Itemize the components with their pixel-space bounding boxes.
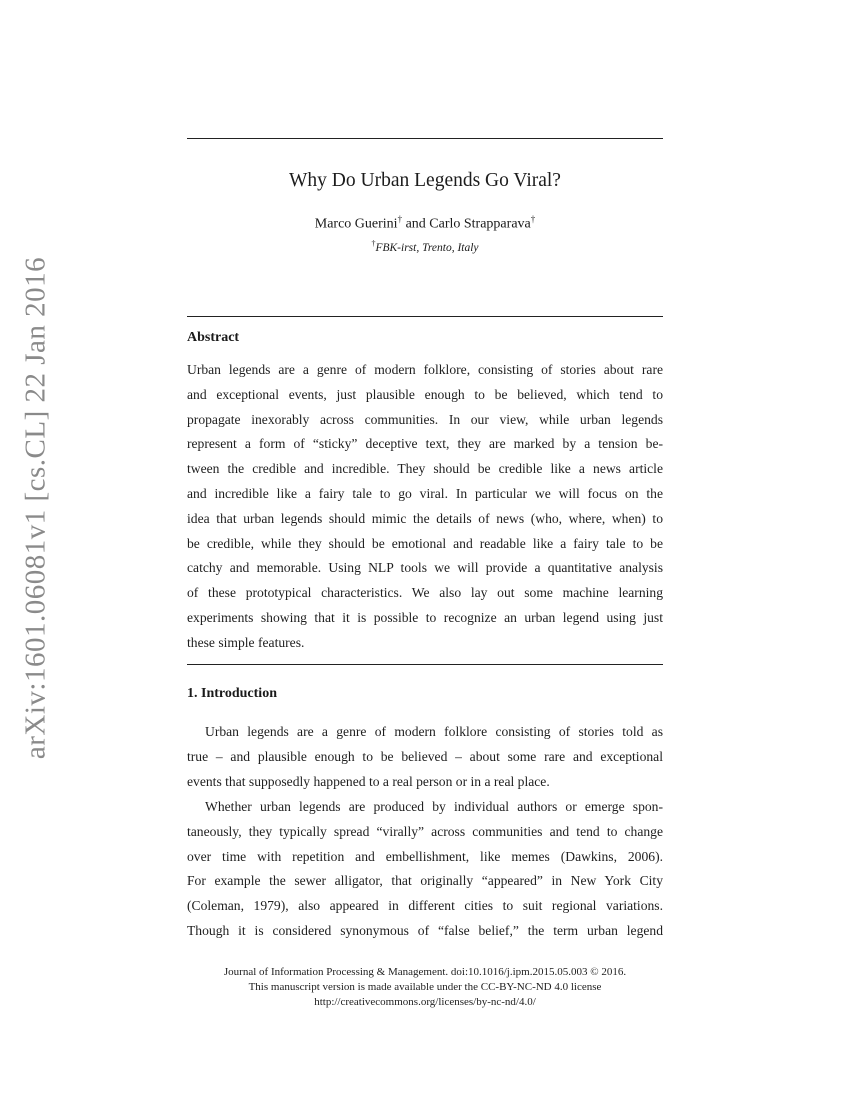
text-line: idea that urban legends should mimic the details of news (who, where, when) to	[187, 510, 663, 526]
text-line: (Coleman, 1979), also appeared in different cities to suit regional variations.	[187, 898, 663, 914]
introduction-paragraph-2	[187, 795, 663, 944]
author-name: Carlo Strapparava	[429, 216, 531, 232]
arxiv-identifier[interactable]: arXiv:1601.06081v1 [cs.CL] 22 Jan 2016	[19, 256, 52, 760]
text-line: Urban legends are a genre of modern folklore, consisting of stories about rare	[187, 362, 663, 377]
abstract-top-rule	[187, 316, 663, 317]
introduction-paragraph-1	[187, 720, 663, 794]
introduction-heading: 1. Introduction	[187, 686, 277, 701]
text-line: For example the sewer alligator, that originally “appeared” in New York City	[187, 873, 663, 889]
text-line: represent a form of “sticky” deceptive text, they are marked by a tension be-	[187, 436, 663, 452]
text-line: taneously, they typically spread “virally” across communities and tend to change	[187, 823, 663, 839]
abstract-body	[187, 358, 663, 656]
top-rule	[187, 138, 663, 139]
paper-title: Why Do Urban Legends Go Viral?	[289, 170, 561, 191]
text-line: be credible, while they should be emotional and readable like a fairy tale to be	[187, 535, 663, 551]
journal-footnote	[187, 965, 663, 1010]
text-line: tween the credible and incredible. They should be credible like a news article	[187, 461, 663, 477]
text-line: events that supposedly happened to a real person or in a real place.	[187, 773, 550, 789]
author-line	[187, 214, 663, 233]
text-line: Urban legends are a genre of modern folklore consisting of stories told as	[205, 724, 663, 739]
license-statement: This manuscript version is made available under the CC-BY-NC-ND 4.0 license	[248, 981, 602, 993]
text-line: experiments showing that it is possible to recognize an urban legend using just	[187, 609, 663, 625]
text-line: over time with repetition and embellishment, like memes (Dawkins, 2006).	[187, 848, 663, 864]
text-line: Though it is considered synonymous of “false belief,” the term urban legend	[187, 922, 663, 938]
journal-citation: Journal of Information Processing & Management. doi:10.1016/j.ipm.2015.05.003 © 2016.	[223, 966, 627, 978]
author-name: Marco Guerini	[314, 216, 398, 232]
text-line: and exceptional events, just plausible enough to be believed, which tend to	[187, 386, 663, 402]
author-separator: and	[402, 216, 430, 232]
license-url[interactable]: http://creativecommons.org/licenses/by-nc-nd/4.0/	[314, 996, 536, 1008]
affiliation-text: FBK-irst, Trento, Italy	[375, 241, 479, 254]
abstract-heading: Abstract	[187, 330, 240, 345]
text-line: propagate inexorably across communities. In our view, while urban legends	[187, 411, 663, 427]
abstract-bottom-rule	[187, 664, 663, 665]
affiliation-mark: †	[371, 239, 376, 248]
text-line: Whether urban legends are produced by individual authors or emerge spon-	[205, 799, 663, 814]
affiliation-mark: †	[530, 214, 536, 224]
text-line: true – and plausible enough to be believed – about some rare and exceptional	[187, 748, 663, 764]
text-line: these simple features.	[187, 634, 305, 650]
affiliation	[187, 239, 663, 254]
text-line: and incredible like a fairy tale to go viral. In particular we will focus on the	[187, 485, 663, 501]
text-line: catchy and memorable. Using NLP tools we will provide a quantitative analysis	[187, 560, 663, 576]
affiliation-mark: †	[397, 214, 403, 224]
text-line: of these prototypical characteristics. We also lay out some machine learning	[187, 585, 663, 601]
